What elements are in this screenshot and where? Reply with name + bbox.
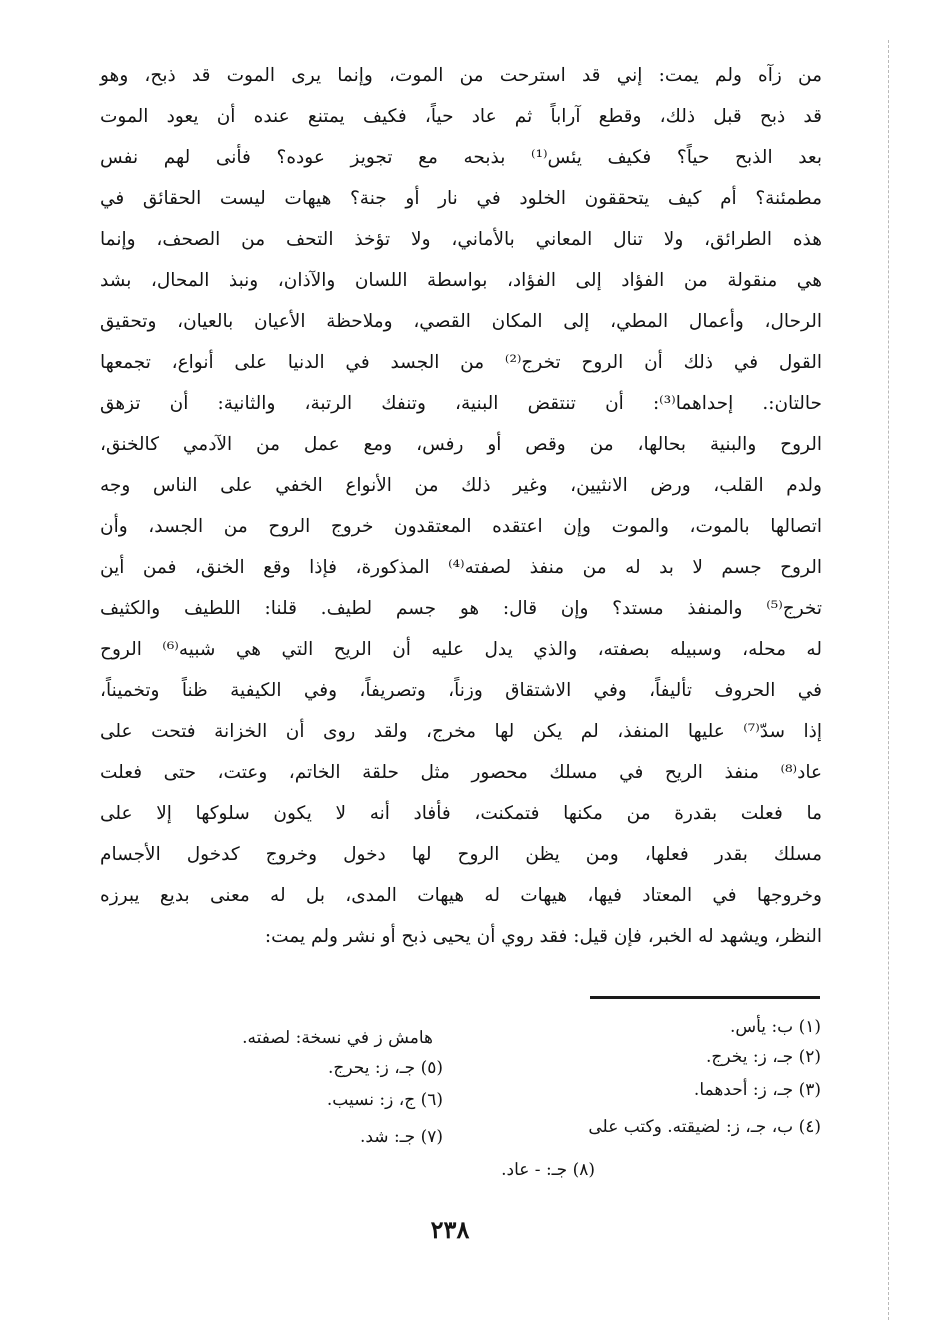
footnote-5: (٥) جـ، ز: يحرج.	[327, 1058, 443, 1078]
text-line: النظر، ويشهد له الخبر، فإن قيل: فقد روي أن يحيى ذبح أو نشر ولم يمت:	[264, 926, 822, 947]
text-line: هذه الطرائق، ولا تنال المعاني بالأماني، ولا تؤخذ التحف من الصحف، وإنما	[100, 229, 822, 250]
text-line: ولدم القلب، ورض الانثيين، وغير ذلك من الأنواع الخفي على الناس وجه	[100, 475, 822, 496]
footnote-7: (٧) جـ: شد.	[359, 1127, 443, 1147]
footnote-1: (١) ب: يأس.	[729, 1017, 821, 1037]
text-line: في الحروف تأليفاً، وفي الاشتقاق وزناً، وتصريفاً، وفي الكيفية ظناً وتخميناً،	[100, 680, 822, 701]
text-line: ما فعلت بقدرة من مكنها فتمكنت، فأفاد أنه لا يكون سلوكها إلا على	[100, 803, 822, 824]
text-line: مسلك بقدر فعلها، ومن يظن الروح لها دخول وخروج كدخول الأجسام	[100, 844, 822, 865]
text-line: الرحال، وأعمال المطي، إلى المكان القصي، وملاحظة الأعيان بالعيان، وتحقيق	[100, 311, 822, 332]
footnote-4: (٤) ب، جـ، ز: لضيقته. وكتب على	[588, 1117, 821, 1137]
footnote-8: (٨) جـ: - عاد.	[501, 1160, 595, 1180]
text-line: هي منقولة من الفؤاد إلى الفؤاد، بواسطة اللسان والآذان، ونبذ المحال، بشد	[100, 270, 822, 291]
footnote-separator	[590, 996, 820, 999]
text-line: بعد الذبح حياً؟ فكيف يئس⁽¹⁾ بذبحه مع تجويز عوده؟ فأنى لهم نفس	[100, 147, 822, 168]
text-line: عاد⁽⁸⁾ منفذ الريح في مسلك محصور مثل حلقة الخاتم، وعتت، حتى فعلت	[100, 762, 822, 783]
text-line: مطمئنة؟ أم كيف يتحققون الخلود في نار أو جنة؟ هيهات ليست الحقائق في	[100, 188, 822, 209]
text-line: الروح والبنية بحالها، من وقص أو رفس، ومع عمل من الآدمي كالخنق،	[100, 434, 822, 455]
footnote-2: (٢) جـ، ز: يخرج.	[705, 1047, 821, 1067]
text-line: له محله، وسبيله بصفته، والذي يدل عليه أن الريح التي هي شبيه⁽⁶⁾ الروح	[100, 639, 822, 660]
footnote-3: (٣) جـ، ز: أحدهما.	[693, 1080, 821, 1100]
text-line: من زآه ولم يمت: إني قد استرحت من الموت، وإنما يرى الموت قد ذبح، وهو	[100, 65, 822, 86]
page-number: ٢٣٨	[430, 1215, 470, 1244]
scan-fold-line	[888, 40, 889, 1320]
main-text	[100, 55, 822, 957]
text-line: الروح جسم لا بد له من منفذ لصفته⁽⁴⁾ المذكورة، فإذا وقع الخنق، فمن أين	[100, 557, 822, 578]
footnote-4-continuation: هامش ز في نسخة: لصفته.	[242, 1028, 433, 1048]
text-line: اتصالها بالموت، والموت وإن اعتقده المعتقدون خروج الروح من الجسد، وأن	[100, 516, 822, 537]
text-line: قد ذبح قبل ذلك، وقطع آراباً ثم عاد حياً، فكيف يمتنع عنده أن يعود الموت	[100, 106, 822, 127]
text-line: وخروجها في المعتاد فيها، هيهات له هيهات المدى، بل له معنى بديع يبرزه	[100, 885, 822, 906]
text-line: حالتان:. إحداهما⁽³⁾: أن تنتقض البنية، وتنفك الرتبة، والثانية: أن تزهق	[100, 393, 822, 414]
text-line: تخرج⁽⁵⁾ والمنفذ مستد؟ وإن قال: هو جسم لطيف. قلنا: اللطيف والكثيف	[100, 598, 822, 619]
footnote-6: (٦) ج، ز: نسيب.	[326, 1090, 443, 1110]
text-line: إذا سدّ⁽⁷⁾ عليها المنفذ، لم يكن لها مخرج، ولقد روى أن الخزانة فتحت على	[100, 721, 823, 742]
text-line: القول في ذلك أن الروح تخرج⁽²⁾ من الجسد في الدنيا على أنواع، تجمعها	[100, 352, 822, 373]
